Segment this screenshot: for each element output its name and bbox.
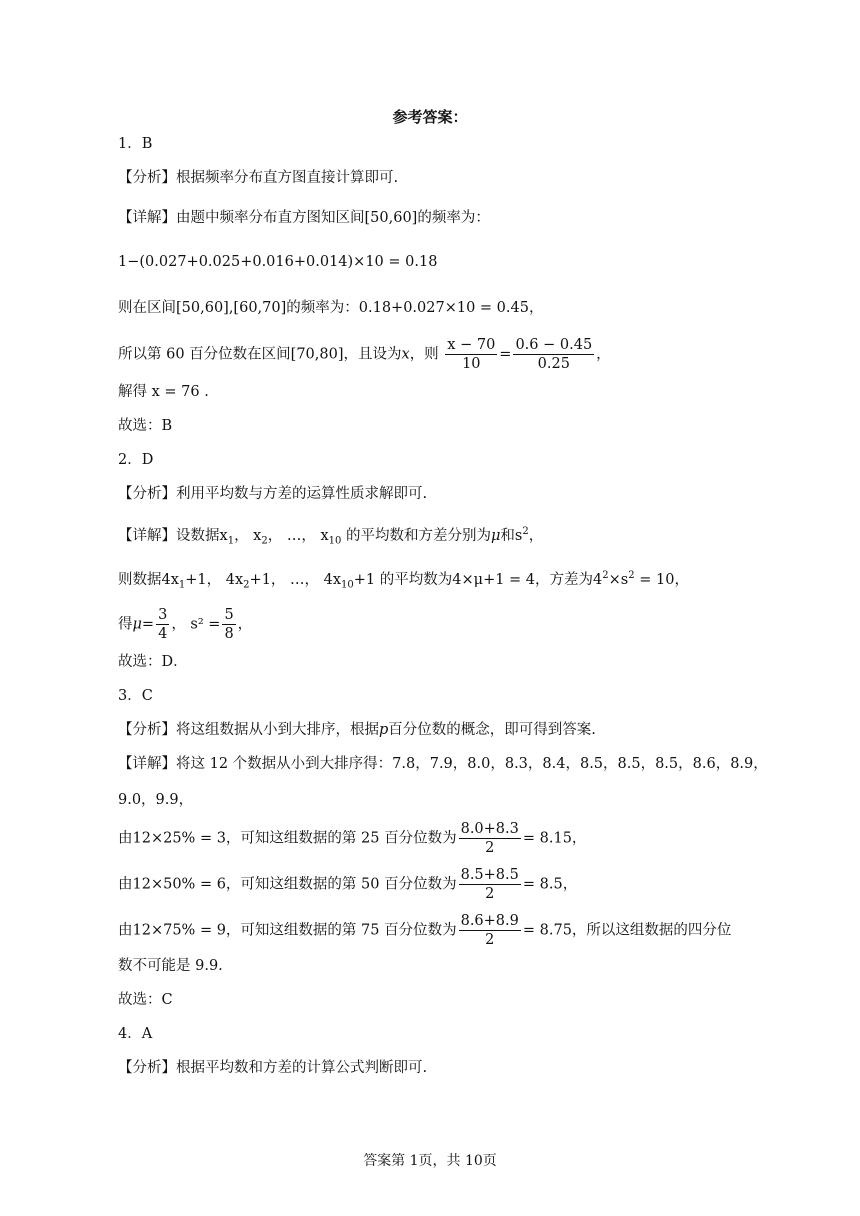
q2-answer: 2．D	[118, 452, 154, 468]
q1-analysis: 【分析】根据频率分布直方图直接计算即可.	[118, 170, 399, 186]
fraction: $\frac{8.0+8.3}{2}$	[460, 821, 519, 856]
q3-detail: 【详解】将这 12 个数据从小到大排序得：7.8，7.9，8.0，8.3，8.4，8.5，8.5，8.5，8.6，8.9，	[118, 756, 768, 772]
q3-p25: 由12×25% = 3，可知这组数据的第 25 百分位数为 $\frac{8.0+8.3}{2}$ = 8.15，	[118, 821, 587, 856]
q2-choose: 故选：D．	[118, 654, 188, 670]
q2-line2: 则数据$4x_1+1$， $4x_2+1$， …， $4x_{10}+1$ 的平均数为4×μ+1 = 4，方差为$4^2\times s^2 = 10$，	[118, 570, 689, 591]
q4-answer: 4．A	[118, 1026, 153, 1042]
q1-answer: 1．B	[118, 136, 153, 152]
q1-solve: 解得 x = 76 .	[118, 384, 209, 400]
q1-calc: 1−(0.027+0.025+0.016+0.014)×10 = 0.18	[118, 254, 438, 270]
fraction: $\frac{8.6+8.9}{2}$	[460, 913, 519, 948]
q3-p75: 由12×75% = 9，可知这组数据的第 75 百分位数为 $\frac{8.6+8.9}{2}$ = 8.75，所以这组数据的四分位	[118, 913, 732, 948]
q2-detail: 【详解】设数据$x_1$， $x_2$， …， $x_{10}$ 的平均数和方差分别为μ和$s^2$，	[118, 526, 544, 547]
q3-detail-cont: 9.0，9.9，	[118, 792, 194, 808]
fraction: $\frac{x - 70}{10}$	[447, 337, 496, 372]
q1-choose: 故选：B	[118, 418, 173, 434]
q1-detail: 【详解】由题中频率分布直方图知区间[50,60]的频率为：	[118, 210, 490, 226]
page-footer: 答案第 1页，共 10页	[363, 1153, 497, 1169]
q1-line4: 所以第 60 百分位数在区间[70,80]，且设为x，则 $\frac{x - 70}{10}$ = $\frac{0.6 - 0.45}{0.25}$ ，	[118, 337, 611, 372]
q3-p75-cont: 数不可能是 9.9.	[118, 958, 223, 974]
q4-analysis: 【分析】根据平均数和方差的计算公式判断即可.	[118, 1060, 428, 1076]
q3-p50: 由12×50% = 6，可知这组数据的第 50 百分位数为 $\frac{8.5+8.5}{2}$ = 8.5，	[118, 867, 578, 902]
q3-answer: 3．C	[118, 688, 153, 704]
q2-result: 得μ= $\frac{3}{4}$ ， s² = $\frac{5}{8}$ ，	[118, 607, 253, 642]
q2-analysis: 【分析】利用平均数与方差的运算性质求解即可.	[118, 486, 428, 502]
q1-line3: 则在区间[50,60],[60,70]的频率为：0.18+0.027×10 = 0.45，	[118, 300, 544, 316]
interval: [50,60]	[364, 210, 418, 226]
fraction: $\frac{3}{4}$	[158, 607, 168, 642]
fraction: $\frac{8.5+8.5}{2}$	[460, 867, 519, 902]
page-title: 参考答案：	[392, 108, 468, 126]
q3-choose: 故选：C	[118, 992, 173, 1008]
fraction: $\frac{0.6 - 0.45}{0.25}$	[515, 337, 593, 372]
q3-analysis: 【分析】将这组数据从小到大排序，根据p百分位数的概念，即可得到答案.	[118, 722, 596, 738]
fraction: $\frac{5}{8}$	[224, 607, 234, 642]
